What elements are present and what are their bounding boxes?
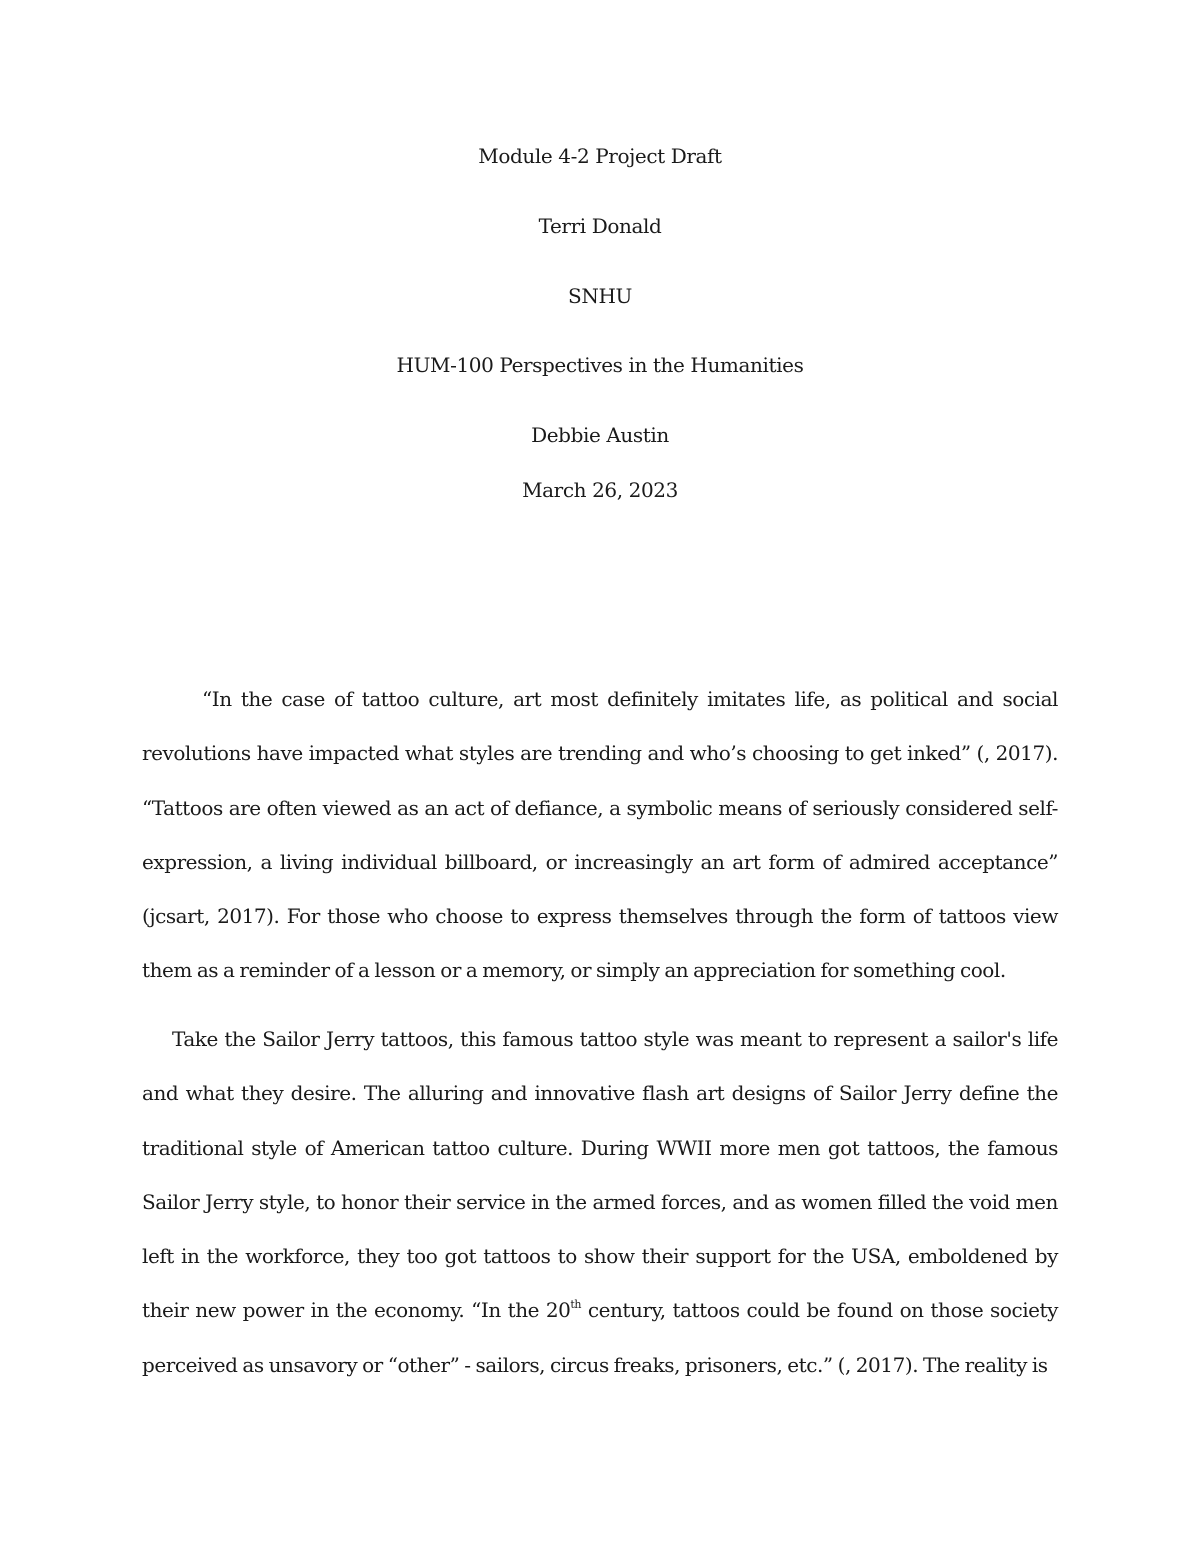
paragraph-2-text-end: century, tattoos could be found on those society perceived as unsavory or “other” - sailors, circus freaks, prisoners, etc.” (, 2017). The reality is [142, 1298, 1058, 1377]
body-paragraph-2 [142, 1012, 1058, 1392]
ordinal-superscript: th [570, 1298, 582, 1312]
author-name: Terri Donald [538, 214, 662, 238]
instructor-name: Debbie Austin [531, 423, 669, 447]
submission-date: March 26, 2023 [522, 478, 678, 502]
paragraph-2-text-start: Take the Sailor Jerry tattoos, this famous tattoo style was meant to represent a sailor's life and what they desire. The alluring and innovative flash art designs of Sailor Jerry define the traditional style of American tattoo culture. During WWII more men got tattoos, the famous Sailor Jerry style, to honor their service in the armed forces, and as women filled the void men left in the workforce, they too got tattoos to show their support for the USA, emboldened by their new power in the economy. “In the 20 [142, 1027, 1058, 1323]
institution-name: SNHU [568, 284, 632, 308]
document-title: Module 4-2 Project Draft [478, 144, 722, 168]
course-name: HUM-100 Perspectives in the Humanities [396, 353, 804, 377]
body-paragraph-1: “In the case of tattoo culture, art most definitely imitates life, as political and social revolutions have impacted what styles are trending and who’s choosing to get inked” (, 2017). “Tattoos are often viewed as an act of defiance, a symbolic means of seriously considered self-expression, a living individual billboard, or increasingly an art form of admired acceptance” (jcsart, 2017). For those who choose to express themselves through the form of tattoos view them as a reminder of a lesson or a memory, or simply an appreciation for something cool. [142, 687, 1058, 983]
